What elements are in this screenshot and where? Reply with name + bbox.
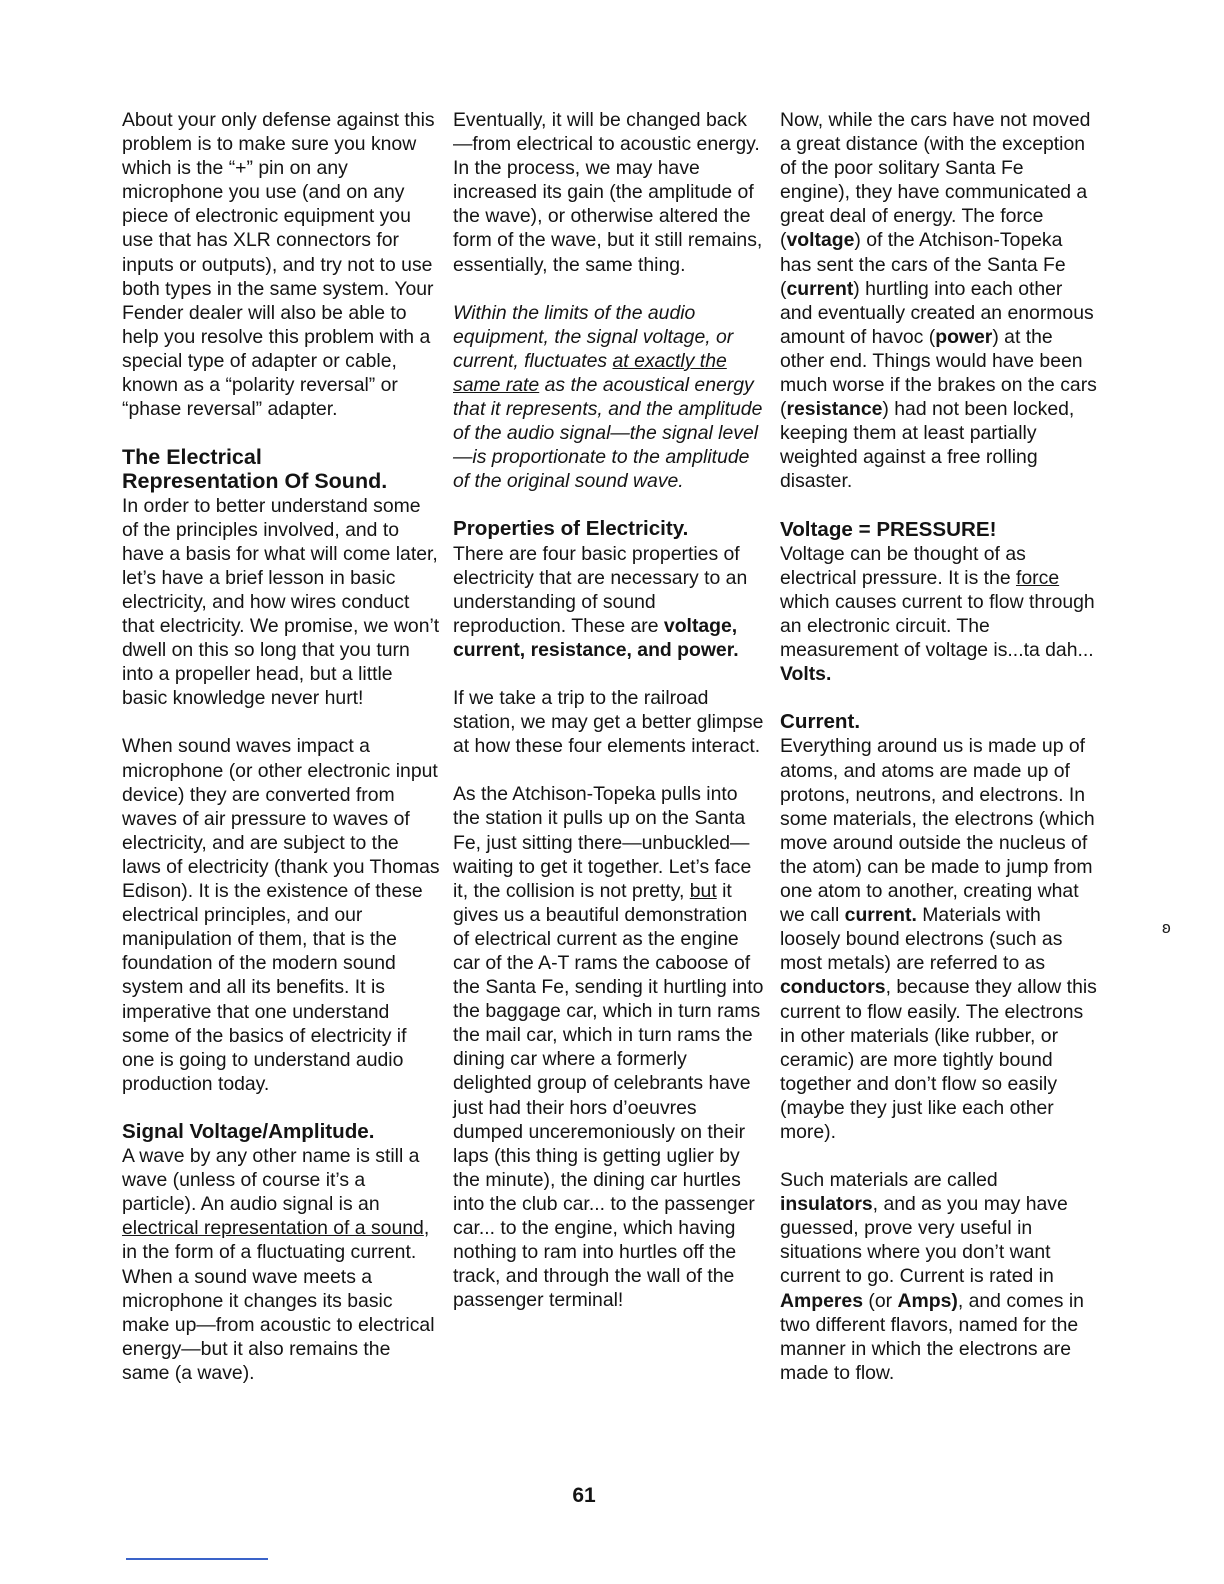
paragraph-changed-back: Eventually, it will be changed back—from electrical to acoustic energy. In the process, we may have increased its gain (the amplitude of the wave), or otherwise altered the form of the wave, but it still remains, essentially, the same thing.: [453, 109, 763, 276]
heading-current: Current.: [780, 710, 861, 734]
heading-electrical-representation: The Electrical Representation Of Sound.: [122, 445, 388, 494]
column-middle: [453, 108, 765, 1336]
paragraph-polarity: About your only defense against this problem is to make sure you know which is the “+” pin on any microphone you use (and on any piece of electronic equipment you use that has XLR connectors for inputs or outputs), and try not to use both types in the same system. Your Fender dealer will also be able to help you resolve this problem with a special type of adapter or cable, known as a “polarity reversal” or “phase reversal” adapter.: [122, 109, 435, 421]
heading-voltage-pressure: Voltage = PRESSURE!: [780, 517, 997, 541]
paragraph-signal-fluctuates: Within the limits of the audio equipment, the signal voltage, or current, fluctuates at exactly the same rate as the acoustical energy that it represents, and the amplitude of the audio signal—the signal level—is proportionate to the amplitude of the original sound wave.: [453, 301, 763, 493]
paragraph-wave: A wave by any other name is still a wave (unless of course it’s a particle). An audio signal is an electrical representation of a sound, in the form of a fluctuating current. When a sound wave meets a microphone it changes its basic make up—from acoustic to electrical energy—but it also remains the same (a wave).: [122, 1145, 435, 1384]
paragraph-four-properties: There are four basic properties of electricity that are necessary to an understanding of sound reproduction. These are voltage, current, resistance, and power.: [453, 542, 748, 661]
paragraph-atchison-topeka: As the Atchison-Topeka pulls into the station it pulls up on the Santa Fe, just sitting there—unbuckled—waiting to get it together. Let’s face it, the collision is not pretty, but it gives us a beautiful demonstration of electrical current as the engine car of the A-T rams the caboose of the Santa Fe, sending it hurtling into the baggage car, which in turn rams the mail car, which in turn rams the dining car where a formerly delighted group of celebrants have just had their hors d’oeuvres dumped unceremoniously on their laps (this thing is getting uglier by the minute), the dining car hurtles into the club car... to the passenger car... to the engine, which having nothing to ram into hurtles off the track, and through the wall of the passenger terminal!: [453, 783, 764, 1312]
paragraph-cars-energy: Now, while the cars have not moved a great distance (with the exception of the poor solitary Santa Fe engine), they have communicated a great deal of energy. The force (voltage) of the Atchison-Topeka has sent the cars of the Santa Fe (current) hurtling into each other and eventually created an enormous amount of havoc (power) at the other end. Things would have been much worse if the brakes on the cars (resistance) had not been locked, keeping them at least partially weighted against a free rolling disaster.: [780, 109, 1097, 493]
paragraph-basic-electricity: In order to better understand some of the principles involved, and to have a basis for what will come later, let’s have a brief lesson in basic electricity, and how wires conduct that electricity. We promise, we won’t dwell on this so long that you turn into a propeller head, but a little basic knowledge never hurt!: [122, 494, 440, 710]
paragraph-voltage: Voltage can be thought of as electrical pressure. It is the force which causes current to flow through an electronic circuit. The measurement of voltage is...ta dah... Volts.: [780, 542, 1095, 686]
bottom-rule: [126, 1558, 268, 1560]
scan-speck-icon: ʚ: [1162, 918, 1171, 937]
paragraph-sound-waves: When sound waves impact a microphone (or other electronic input device) they are converted from waves of air pressure to waves of electricity, and are subject to the laws of electricity (thank you Thomas Edison). It is the existence of these electrical principles, and our manipulation of them, that is the foundation of the modern sound system and all its benefits. It is imperative that one understand some of the basics of electricity if one is going to understand audio production today.: [122, 735, 440, 1095]
column-left: [122, 108, 440, 1409]
column-right: [780, 108, 1098, 1409]
page-number: 61: [572, 1484, 596, 1507]
heading-signal-voltage: Signal Voltage/Amplitude.: [122, 1119, 375, 1143]
paragraph-railroad: If we take a trip to the railroad station, we may get a better glimpse at how these four elements interact.: [453, 687, 764, 758]
heading-properties: Properties of Electricity.: [453, 517, 689, 541]
paragraph-current: Everything around us is made up of atoms, and atoms are made up of protons, neutrons, and electrons. In some materials, the electrons (which move around outside the nucleus of the atom) can be made to jump from one atom to another, creating what we call current. Materials with loosely bound electrons (such as most metals) are referred to as conductors, because they allow this current to flow easily. The electrons in other materials (like rubber, or ceramic) are more tightly bound together and don’t flow so easily (maybe they just like each other more).: [780, 735, 1097, 1143]
paragraph-insulators: Such materials are called insulators, and as you may have guessed, prove very useful in situations where you don’t want current to go. Current is rated in Amperes (or Amps), and comes in two different flavors, named for the manner in which the electrons are made to flow.: [780, 1169, 1084, 1384]
